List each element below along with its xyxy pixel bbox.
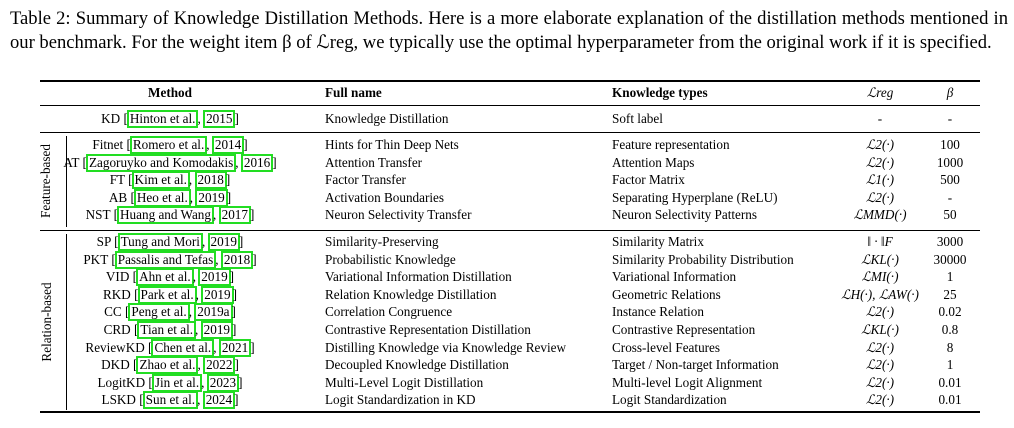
full-name-cell: Relation Knowledge Distillation: [325, 286, 497, 302]
bottom-rule: [40, 411, 980, 413]
citation-year-link[interactable]: 2019: [195, 189, 227, 207]
beta-cell: 8: [946, 339, 954, 355]
table-row: [40, 268, 980, 286]
knowledge-cell: Instance Relation: [612, 304, 704, 320]
method-name: LogitKD: [97, 374, 146, 390]
header-knowledge-types: Knowledge types: [612, 85, 708, 100]
table-row: [40, 206, 980, 224]
citation-year-link[interactable]: 2017: [219, 206, 251, 224]
citation-link[interactable]: Romero et al.: [130, 136, 207, 154]
knowledge-cell: Similarity Probability Distribution: [612, 251, 794, 267]
citation-link[interactable]: Zhao et al.: [136, 356, 198, 374]
full-name-cell: Activation Boundaries: [325, 189, 445, 205]
loss-cell: ℒH(·), ℒAW(·): [841, 286, 919, 302]
method-name: CRD: [103, 322, 131, 337]
citation-link[interactable]: Sun et al.: [143, 391, 198, 409]
loss-cell: ℒ2(·): [865, 304, 895, 320]
method-name: ReviewKD: [85, 339, 145, 355]
citation-link[interactable]: Peng et al.: [128, 303, 189, 321]
knowledge-cell: Cross-level Features: [612, 339, 721, 355]
knowledge-cell: Multi-level Logit Alignment: [612, 374, 763, 390]
table-row: [40, 339, 980, 357]
beta-cell: -: [947, 189, 953, 205]
full-name-cell: Multi-Level Logit Distillation: [325, 374, 484, 390]
method-name: RKD: [102, 286, 131, 302]
citation-year-link[interactable]: 2021: [219, 339, 251, 357]
method-cell: KD [ Hinton et al. , 2015 ]: [101, 111, 239, 126]
header-rule: [40, 105, 980, 106]
loss-cell: ℒ2(·): [865, 154, 895, 170]
caption-text: Summary of Knowledge Distillation Methods. Here is a more elaborate explanation of the distillation methods mentioned in our benchmark. For the weight item β of ℒreg, we typically use the optimal hyperparameter from the original work if it is specified.: [10, 8, 1009, 53]
knowledge-cell: Neuron Selectivity Patterns: [612, 207, 758, 223]
method-name: AT: [63, 154, 80, 170]
knowledge-cell: Geometric Relations: [612, 286, 721, 302]
knowledge-cell: Similarity Matrix: [612, 234, 704, 249]
full-name-cell: Correlation Congruence: [325, 304, 453, 320]
loss-cell: ℒKL(·): [861, 251, 899, 267]
top-rule: [40, 80, 980, 82]
loss-cell: ℒMI(·): [861, 269, 899, 285]
full-name-cell: Contrastive Representation Distillation: [325, 322, 531, 337]
knowledge-cell: Feature representation: [612, 137, 730, 152]
citation-year-link[interactable]: 2019: [201, 321, 233, 339]
citation-year-link[interactable]: 2019: [198, 268, 230, 286]
full-name-cell: Logit Standardization in KD: [325, 392, 476, 408]
beta-cell: 50: [943, 207, 957, 223]
method-name: KD: [101, 111, 121, 126]
method-name: LSKD: [101, 392, 136, 408]
table-row: [40, 391, 980, 409]
citation-link[interactable]: Heo et al.: [134, 189, 191, 207]
method-name: SP: [96, 234, 111, 249]
method-cell: VID [ Ahn et al. , 2019 ]: [105, 269, 235, 285]
table-row: [40, 303, 980, 321]
header-full-name: Full name: [325, 85, 382, 100]
beta-cell: 100: [940, 137, 960, 152]
full-name-cell: Hints for Thin Deep Nets: [325, 137, 459, 152]
method-cell: NST [ Huang and Wang , 2017 ]: [85, 207, 255, 223]
table-row: [40, 321, 980, 339]
method-cell: PKT [ Passalis and Tefas , 2018 ]: [83, 251, 257, 267]
table-caption: [10, 7, 1008, 54]
caption-label: Table 2:: [10, 8, 71, 29]
citation-link[interactable]: Jin et al.: [152, 374, 202, 392]
method-name: AB: [108, 189, 128, 205]
beta-cell: 1: [946, 357, 954, 373]
full-name-cell: Factor Transfer: [325, 172, 406, 188]
full-name-cell: Decoupled Knowledge Distillation: [325, 357, 509, 373]
citation-link[interactable]: Park et al.: [138, 286, 197, 304]
table-row: [40, 189, 980, 207]
citation-link[interactable]: Kim et al.: [132, 171, 190, 189]
method-cell: SP [ Tung and Mori , 2019 ]: [96, 234, 244, 249]
method-cell: CRD [ Tian et al. , 2019 ]: [103, 322, 237, 337]
citation-link[interactable]: Tian et al.: [137, 321, 196, 339]
beta-cell: 3000: [936, 234, 964, 249]
citation-year-link[interactable]: 2016: [241, 154, 273, 172]
citation-link[interactable]: Hinton et al.: [127, 110, 199, 128]
beta-cell: 0.02: [938, 304, 962, 320]
citation-year-link[interactable]: 2018: [221, 251, 253, 269]
table-row: [40, 286, 980, 304]
beta-cell: 1000: [936, 154, 964, 170]
knowledge-cell: Variational Information: [612, 269, 737, 285]
header-loss: ℒreg: [866, 85, 894, 100]
loss-cell: ‖ · ‖F: [867, 234, 893, 249]
method-name: FT: [109, 172, 125, 188]
loss-cell: ℒ2(·): [865, 392, 895, 408]
method-name: CC: [104, 304, 122, 320]
loss-cell: ℒ2(·): [865, 374, 895, 390]
full-name-cell: Neuron Selectivity Transfer: [325, 207, 472, 223]
citation-link[interactable]: Chen et al.: [151, 339, 214, 357]
method-cell: LSKD [ Sun et al. , 2024 ]: [101, 392, 239, 408]
method-cell: Fitnet [ Romero et al. , 2014 ]: [92, 137, 248, 152]
method-cell: FT [ Kim et al. , 2018 ]: [109, 172, 231, 188]
table-row: [40, 251, 980, 269]
method-name: Fitnet: [92, 137, 124, 152]
beta-cell: 0.01: [938, 374, 962, 390]
citation-year-link[interactable]: 2014: [212, 136, 244, 154]
loss-cell: ℒ2(·): [865, 339, 895, 355]
header-beta: β: [946, 85, 954, 100]
citation-year-link[interactable]: 2019: [201, 286, 233, 304]
loss-cell: -: [877, 111, 883, 126]
knowledge-cell: Soft label: [612, 111, 663, 126]
citation-link[interactable]: Passalis and Tefas: [115, 251, 217, 269]
knowledge-cell: Contrastive Representation: [612, 322, 756, 337]
citation-year-link[interactable]: 2022: [203, 356, 235, 374]
loss-cell: ℒ2(·): [865, 357, 895, 373]
beta-cell: 0.8: [941, 322, 959, 337]
method-name: PKT: [83, 251, 109, 267]
method-name: DKD: [101, 357, 130, 373]
loss-cell: ℒ1(·): [865, 172, 895, 188]
beta-cell: 30000: [933, 251, 967, 267]
table-row-kd: [40, 110, 980, 128]
citation-link[interactable]: Huang and Wang: [117, 206, 214, 224]
table-row: [40, 154, 980, 172]
loss-cell: ℒMMD(·): [853, 207, 907, 223]
full-name-cell: Knowledge Distillation: [325, 111, 449, 126]
loss-cell: ℒ2(·): [865, 189, 895, 205]
citation-year-link[interactable]: 2018: [195, 171, 227, 189]
full-name-cell: Probabilistic Knowledge: [325, 251, 456, 267]
knowledge-cell: Logit Standardization: [612, 392, 727, 408]
citation-year-link[interactable]: 2019a: [194, 303, 232, 321]
relation-group-label: Relation-based: [39, 282, 54, 362]
table-row: [40, 374, 980, 392]
citation-link[interactable]: Tung and Mori: [118, 233, 203, 251]
method-cell: AT [ Zagoruyko and Komodakis , 2016 ]: [63, 154, 277, 170]
method-cell: RKD [ Park et al. , 2019 ]: [102, 286, 238, 302]
citation-year-link[interactable]: 2023: [207, 374, 239, 392]
method-name: NST: [85, 207, 111, 223]
full-name-cell: Attention Transfer: [325, 154, 423, 170]
beta-cell: -: [947, 111, 953, 126]
knowledge-cell: Separating Hyperplane (ReLU): [612, 189, 778, 205]
feature-rule: [40, 230, 980, 231]
beta-cell: 1: [946, 269, 954, 285]
feature-group-label: Feature-based: [38, 144, 53, 218]
method-name: VID: [105, 269, 130, 285]
full-name-cell: Distilling Knowledge via Knowledge Review: [325, 339, 566, 355]
knowledge-cell: Factor Matrix: [612, 172, 685, 188]
method-cell: ReviewKD [ Chen et al. , 2021 ]: [85, 339, 255, 355]
beta-cell: 500: [940, 172, 960, 188]
citation-year-link[interactable]: 2024: [203, 391, 235, 409]
knowledge-cell: Target / Non-target Information: [612, 357, 779, 373]
full-name-cell: Similarity-Preserving: [325, 234, 439, 249]
header-method: Method: [148, 85, 192, 100]
citation-link[interactable]: Zagoruyko and Komodakis: [86, 154, 236, 172]
citation-link[interactable]: Ahn et al.: [136, 268, 194, 286]
full-name-cell: Variational Information Distillation: [325, 269, 512, 285]
method-cell: DKD [ Zhao et al. , 2022 ]: [101, 357, 239, 373]
beta-cell: 25: [943, 286, 957, 302]
table-row: [40, 171, 980, 189]
loss-cell: ℒ2(·): [865, 137, 895, 152]
method-cell: AB [ Heo et al. , 2019 ]: [108, 189, 232, 205]
table-header-row: [40, 84, 980, 102]
method-cell: CC [ Peng et al. , 2019a ]: [104, 304, 236, 320]
knowledge-cell: Attention Maps: [612, 154, 695, 170]
kd-rule: [40, 132, 980, 133]
method-cell: LogitKD [ Jin et al. , 2023 ]: [97, 374, 243, 390]
table-row: [40, 136, 980, 154]
citation-year-link[interactable]: 2019: [208, 233, 240, 251]
loss-cell: ℒKL(·): [861, 322, 899, 337]
citation-year-link[interactable]: 2015: [203, 110, 235, 128]
beta-cell: 0.01: [938, 392, 962, 408]
table-row: [40, 233, 980, 251]
table-row: [40, 356, 980, 374]
